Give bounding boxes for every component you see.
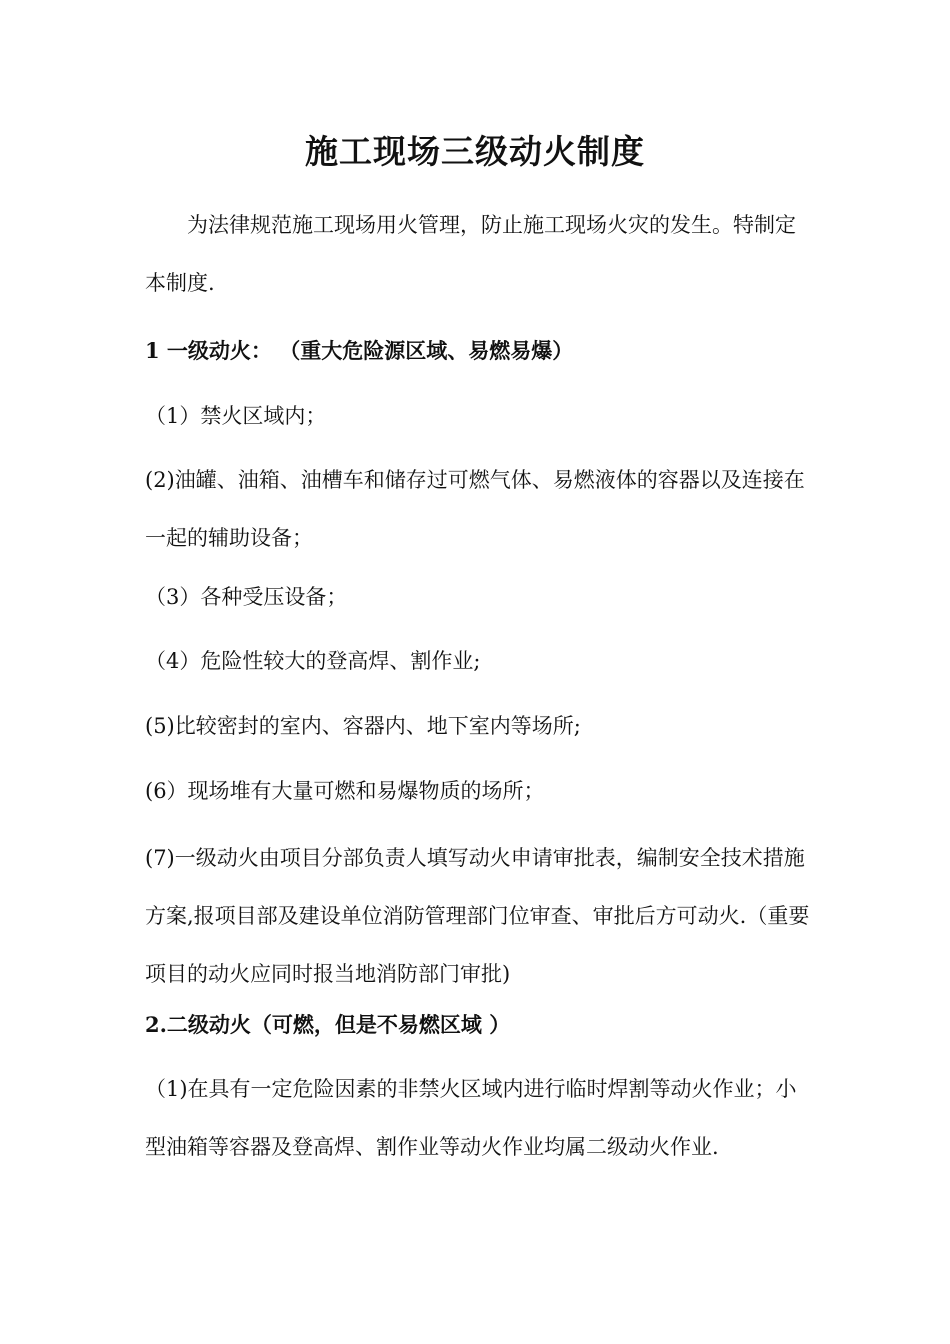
section1-item-5: (5)比较密封的室内、容器内、地下室内等场所; xyxy=(145,714,581,738)
section1-item-6: (6）现场堆有大量可燃和易爆物质的场所； xyxy=(145,779,545,803)
intro-paragraph: 为法律规范施工现场用火管理，防止施工现场火灾的发生。特制定本制度. xyxy=(145,213,796,295)
section1-item-7: (7)一级动火由项目分部负责人填写动火申请审批表，编制安全技术措施方案,报项目部及建设单位消防管理部门位审查、审批后方可动火.（重要项目的动火应同时报当地消防部门审批) xyxy=(145,846,810,986)
section2-item-1: （1)在具有一定危险因素的非禁火区域内进行临时焊割等动火作业；小型油箱等容器及登高焊、割作业等动火作业均属二级动火作业. xyxy=(145,1077,797,1159)
section1-heading: 1 一级动火： （重大危险源区域、易燃易爆） xyxy=(145,338,574,363)
section2-heading: 2.二级动火（可燃，但是不易燃区域 ） xyxy=(145,1012,511,1037)
section1-item-4: （4）危险性较大的登高焊、割作业; xyxy=(145,649,481,673)
section1-item-3: （3）各种受压设备； xyxy=(145,585,348,609)
document-title: 施工现场三级动火制度 xyxy=(305,132,645,171)
section1-item-2: (2)油罐、油箱、油槽车和储存过可燃气体、易燃液体的容器以及连接在一起的辅助设备； xyxy=(145,468,805,550)
section1-item-1: （1）禁火区域内； xyxy=(145,404,327,428)
